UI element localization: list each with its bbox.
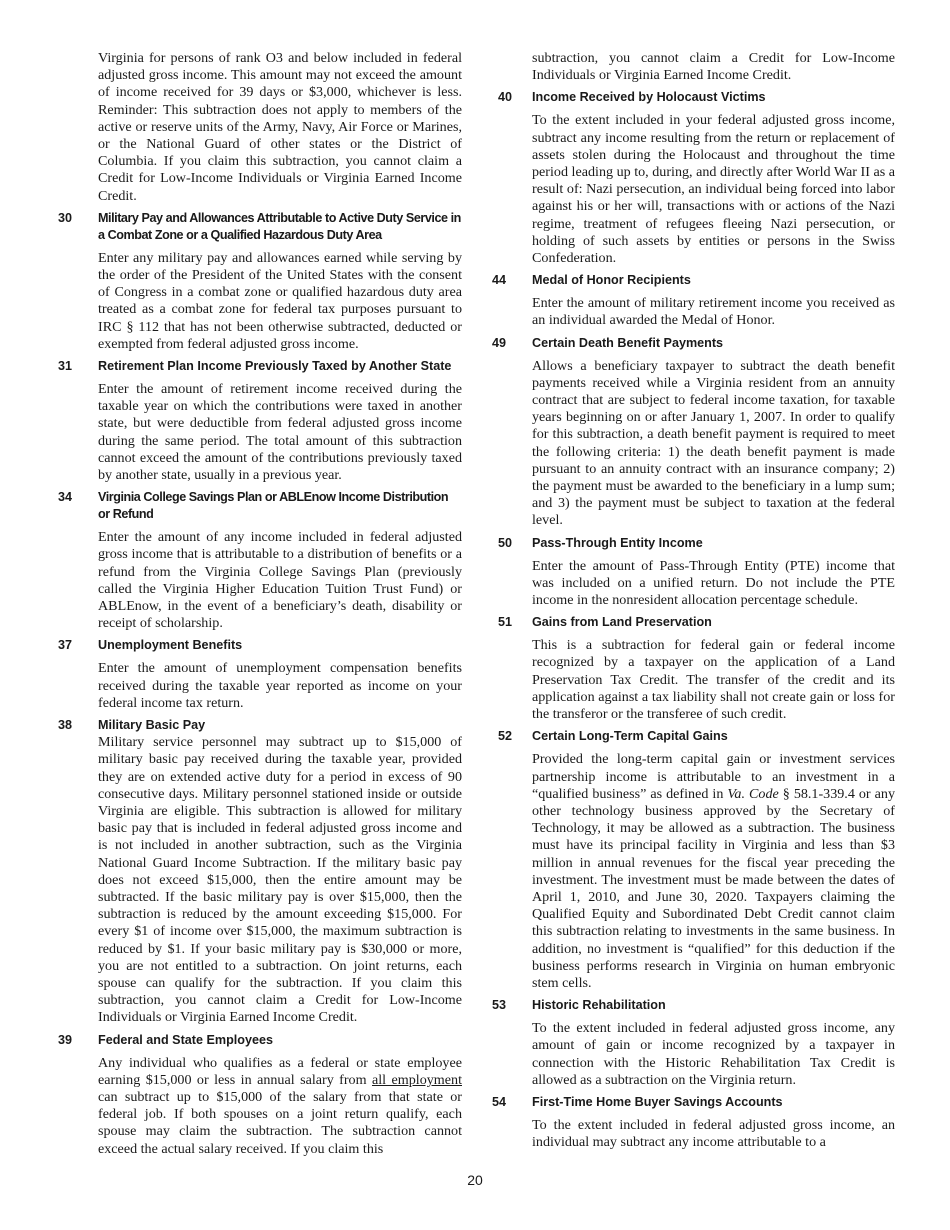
entry-heading: [492, 89, 895, 106]
entry-40: [492, 89, 895, 267]
entry-title: Federal and State Employees: [98, 1032, 273, 1047]
entry-title: Income Received by Holocaust Victims: [532, 90, 766, 105]
entry-text: Enter the amount of unemployment compensation benefits received during the taxable year reported as income on your federal income tax return.: [98, 660, 462, 711]
entry-heading: [58, 358, 462, 375]
entry-text: Allows a beneficiary taxpayer to subtract the death benefit payments received while a Virginia resident from an annuity contract that are subject to federal income taxation, for taxable years beginning on or after January 1, 2007. In order to qualify for this subtraction, a death benefit payment is required to meet the following criteria: 1) the death benefit payment is made pursuant to an annuity contract with an insurance company; 2) the payment must be awarded to the beneficiary in a lump sum; and 3) the payment must be subject to taxation at the federal level.: [532, 357, 895, 529]
entry-heading: [492, 335, 895, 352]
entry-51: [492, 614, 895, 723]
entry-text: This is a subtraction for federal gain or federal income recognized by a taxpayer on the application of a Land Preservation Tax Credit. The transfer of the credit and its application against a tax liability shall not create gain or loss for the transferor or the transferee of such credit.: [532, 637, 895, 723]
entry-text: To the extent included in federal adjusted gross income, any amount of gain or income recognized by a taxpayer in connection with the Historic Rehabilitation Tax Credit is allowed as a subtraction on the Virginia return.: [532, 1020, 895, 1088]
entry-title: Certain Death Benefit Payments: [532, 335, 724, 350]
entry-number: 40: [498, 90, 513, 105]
entry-37: [58, 637, 462, 712]
entry-heading: [58, 717, 462, 734]
entry-number: 30: [58, 210, 73, 225]
page-number: 20: [467, 1172, 483, 1188]
entry-title: Military Basic Pay: [98, 718, 206, 733]
entry-text: Enter the amount of military retirement income you received as an individual awarded the Medal of Honor.: [532, 295, 895, 329]
entry-number: 31: [58, 359, 73, 374]
entry-title: Gains from Land Preservation: [532, 615, 712, 630]
entry-heading: [492, 1094, 895, 1111]
entry-text: Enter any military pay and allowances earned while serving by the order of the President of the United States with the consent of Congress in a combat zone or qualified hazardous duty area treated as a combat zone for federal tax purposes pursuant to IRC § 112 that has not been otherwise subtracted, deducted or exempted from federal adjusted gross income.: [98, 249, 462, 352]
italic-citation: Va. Code: [727, 785, 779, 802]
right-intro-text: subtraction, you cannot claim a Credit for Low-Income Individuals or Virginia Earned Income Credit.: [532, 50, 895, 84]
entry-heading: [58, 1032, 462, 1049]
entry-heading: [58, 210, 462, 244]
entry-heading: [492, 614, 895, 631]
entry-53: [492, 997, 895, 1089]
entry-49: [492, 335, 895, 530]
entry-text: [98, 1055, 462, 1158]
entry-39: [58, 1032, 462, 1158]
entry-text: Military service personnel may subtract up to $15,000 of military basic pay received during the taxable year, provided they are on extended active duty for a period in excess of 90 consecutive days. Military personnel stationed inside or outside Virginia are eligible. This subtraction is allowed for military basic pay that is included in federal adjusted gross income and is not included in another subtraction, such as the Virginia National Guard Income Subtraction. If the military basic pay does not exceed $15,000, then the entire amount may be subtracted. If the basic military pay is over $15,000, then the subtraction is reduced by the amount exceeding $15,000. For every $1 of income over $15,000, the maximum subtraction is reduced by $1. If your basic military pay is $30,000 or more, you are not entitled to a subtraction. On joint returns, each spouse can qualify for the subtraction. If you claim this subtraction, you cannot claim a Credit for Low-Income Individuals or Virginia Earned Income Credit.: [98, 734, 462, 1026]
entry-title: Pass-Through Entity Income: [532, 535, 703, 550]
entry-number: 34: [58, 490, 73, 505]
underlined-phrase: all employment: [372, 1071, 462, 1088]
entry-number: 50: [498, 535, 513, 550]
entry-heading: [58, 637, 462, 654]
entry-heading: [58, 489, 462, 523]
entry-54: [492, 1094, 895, 1151]
entry-text-part: Any individual who qualifies as a federal or state employee earning $15,000 or less in annual salary from: [98, 1054, 462, 1088]
entry-number: 52: [498, 729, 513, 744]
entry-52: [492, 728, 895, 992]
entry-title: First-Time Home Buyer Savings Accounts: [532, 1094, 783, 1109]
right-column: [492, 50, 895, 1151]
entry-title: Retirement Plan Income Previously Taxed by Another State: [98, 359, 452, 374]
entry-text: [532, 751, 895, 992]
entry-text-part: Provided the long-term capital gain or investment services partnership income is attributable to an investment in a “qualified business” as defined in: [532, 751, 895, 802]
entry-number: 53: [492, 998, 507, 1013]
entry-number: 51: [498, 615, 513, 630]
entry-number: 39: [58, 1032, 73, 1047]
entry-heading: [492, 997, 895, 1014]
entry-31: [58, 358, 462, 484]
entry-text: To the extent included in your federal adjusted gross income, subtract any income resulting from the return or replacement of assets stolen during the Holocaust and throughout the time period leading up to, during, and directly after World War II as a result of: Nazi persecution, an individual being forced into labor against his or her will, transactions with or actions of the Nazi regime, treatment of refugees fleeing Nazi persecution, or holding of such assets by entities or persons in the Swiss Confederation.: [532, 112, 895, 267]
entry-34: [58, 489, 462, 632]
entry-heading: [492, 535, 895, 552]
entry-title: Historic Rehabilitation: [532, 998, 666, 1013]
entry-number: 49: [492, 335, 507, 350]
entry-title: Certain Long-Term Capital Gains: [532, 729, 728, 744]
entry-number: 38: [58, 718, 73, 733]
entry-number: 37: [58, 638, 73, 653]
entry-title: Virginia College Savings Plan or ABLEnow Income Distribution or Refund: [98, 490, 449, 522]
entry-text-part: § 58.1-339.4 or any other technology business approved by the Secretary of Technology, it may be allowed as a subtraction. The business must have its principal facility in Virginia and less than $3 million in annual revenues for the fiscal year preceding the investment. The investment must be made between the dates of April 1, 2010, and June 30, 2020. Taxpayers claiming the Qualified Equity and Subordinated Debt Credit cannot claim this subtraction relating to investments in the same business. In addition, no investment is “qualified” for this deduction if the business performs research in Virginia on human embryonic stem cells.: [532, 785, 895, 991]
entry-38: [58, 717, 462, 1026]
left-column: [58, 50, 462, 1158]
entry-text: Enter the amount of Pass-Through Entity (PTE) income that was included on a unified return. Do not include the PTE income in the nonresident allocation percentage schedule.: [532, 557, 895, 609]
entry-heading: [492, 272, 895, 289]
entry-text: Enter the amount of retirement income received during the taxable year on which the contributions were taxed in another state, but were deductible from federal adjusted gross income during the same period. The total amount of this subtraction cannot exceed the amount of the contributions previously taxed by another state, usually in a previous year.: [98, 381, 462, 484]
entry-number: 54: [492, 1094, 507, 1109]
entry-title: Unemployment Benefits: [98, 638, 243, 653]
left-intro-text: Virginia for persons of rank O3 and below included in federal adjusted gross income. This amount may not exceed the amount of income received for 39 days or $3,000, whichever is less. Reminder: This subtraction does not apply to members of the active or reserve units of the Army, Navy, Air Force or Marines, or the National Guard of other states or the District of Columbia. If you claim this subtraction, you cannot claim a Credit for Low-Income Individuals or Virginia Earned Income Credit.: [98, 50, 462, 204]
entry-heading: [492, 728, 895, 745]
entry-30: [58, 210, 462, 353]
entry-number: 44: [492, 273, 507, 288]
entry-text-part: can subtract up to $15,000 of the salary from that state or federal job. If both spouses on a joint return qualify, each spouse may claim the subtraction. The subtraction cannot exceed the actual salary received. If you claim this: [98, 1088, 462, 1157]
entry-44: [492, 272, 895, 329]
entry-50: [492, 535, 895, 610]
entry-title: Medal of Honor Recipients: [532, 273, 691, 288]
entry-text: To the extent included in federal adjusted gross income, an individual may subtract any income attributable to a: [532, 1116, 895, 1151]
entry-title: Military Pay and Allowances Attributable to Active Duty Service in a Combat Zone or a Qualified Hazardous Duty Area: [98, 210, 461, 242]
entry-text: Enter the amount of any income included in federal adjusted gross income that is attributable to a distribution of benefits or a refund from the Virginia College Savings Plan (previously called the Virginia Higher Education Tuition Trust Fund) or ABLEnow, in the event of a beneficiary’s death, disability or receipt of scholarship.: [98, 529, 462, 632]
